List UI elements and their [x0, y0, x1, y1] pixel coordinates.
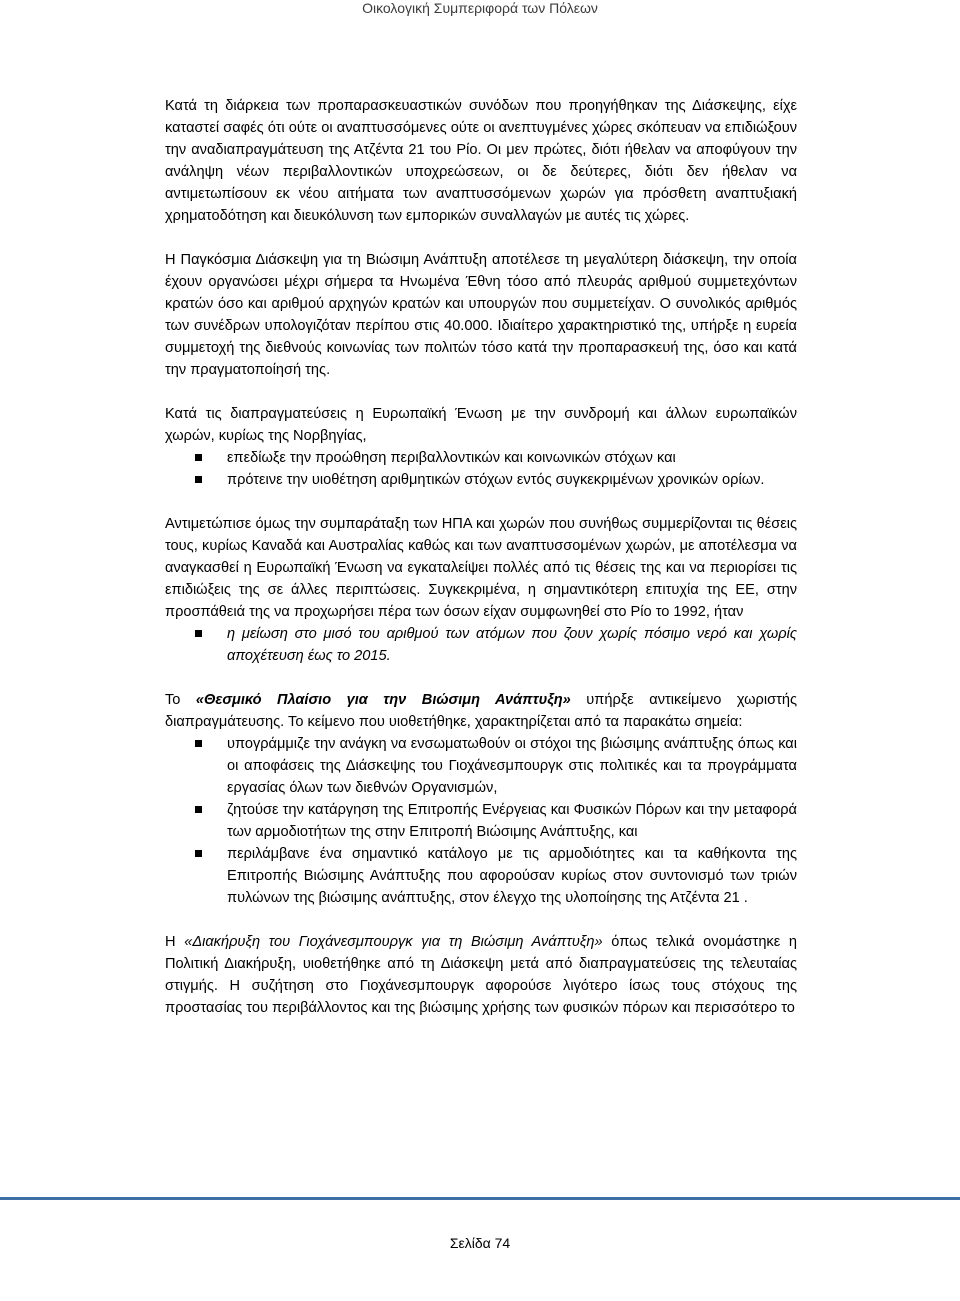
paragraph-world-summit: Η Παγκόσμια Διάσκεψη για τη Βιώσιμη Ανάπτυξη αποτέλεσε τη μεγαλύτερη διάσκεψη, την οποία έχουν οργανώσει μέχρι σήμερα τα Ηνωμένα Έθνη τόσο από πλευράς αριθμού συμμετεχόντων κρατών όσο και αριθμού αρχηγών κρατών και υπουργών που συμμετείχαν. Ο συνολικός αριθμός των συνέδρων υπολογιζόταν περίπου στις 40.000. Ιδιαίτερο χαρακτηριστικό της, υπήρξε η ευρεία συμμετοχή της διεθνούς κοινωνίας των πολιτών τόσο κατά την προπαρασκευή της, όσο και κατά την πραγματοποίησή της.: [165, 252, 797, 378]
declaration-text: όπως τελικά ονομάστηκε η Πολιτική Διακήρυξη, υιοθετήθηκε από τη Διάσκεψη μετά από διαπραγματεύσεις της τελευταίας στιγμής. Η συζήτηση στο Γιοχάνεσμπουργκ αφορούσε λιγότερο ίσως τους στόχους της προστασίας του περιβάλλοντος και της βιώσιμης χρήσης των φυσικών πόρων και περισσότερο το: [165, 934, 798, 1016]
paragraph-institutional-framework: [165, 689, 797, 733]
running-header: Οικολογική Συμπεριφορά των Πόλεων: [362, 0, 598, 16]
square-bullet-icon: [195, 476, 202, 483]
list-item-text: επεδίωξε την προώθηση περιβαλλοντικών και κοινωνικών στόχων και: [227, 450, 676, 466]
paragraph-opposition: Αντιμετώπισε όμως την συμπαράταξη των ΗΠΑ και χωρών που συνήθως συμμερίζονται τις θέσεις τους, κυρίως Καναδά και Αυστραλίας καθώς και των αναπτυσσομένων χωρών, με αποτέλεσμα να αναγκασθεί η Ευρωπαϊκή Ένωση να εγκαταλείψει πολλές από τις θέσεις της και να περιορίσει τις επιδιώξεις της σε άλλες περιπτώσεις. Συγκεκριμένα, η σημαντικότερη επιτυχία της ΕΕ, στην προσπάθειά της να προχωρήσει πέρα των όσων είχαν συμφωνηθεί στο Ρίο το 1992, ήταν: [165, 516, 797, 620]
square-bullet-icon: [195, 740, 202, 747]
footer-divider: [0, 1197, 960, 1200]
page-number: Σελίδα 74: [449, 1235, 511, 1251]
square-bullet-icon: [195, 630, 202, 637]
list-item-text: υπογράμμιζε την ανάγκη να ενσωματωθούν οι στόχοι της βιώσιμης ανάπτυξης όπως και οι αποφάσεις της Διάσκεψης του Γιοχάνεσμπουργκ στις πολιτικές και τα προγράμματα εργασίας όλων των διεθνών Οργανισμών,: [227, 736, 797, 796]
square-bullet-icon: [195, 806, 202, 813]
declaration-title: «Διακήρυξη του Γιοχάνεσμπουργκ για τη Βιώσιμη Ανάπτυξη»: [184, 934, 603, 950]
list-item: [165, 733, 797, 799]
framework-text: υπήρξε αντικείμενο χωριστής διαπραγμάτευσης. Το κείμενο που υιοθετήθηκε, χαρακτηρίζεται από τα παρακάτω σημεία:: [165, 692, 797, 730]
list-item: [165, 447, 797, 469]
square-bullet-icon: [195, 454, 202, 461]
framework-title: «Θεσμικό Πλαίσιο για την Βιώσιμη Ανάπτυξη»: [195, 692, 571, 708]
paragraph-johannesburg-declaration: [165, 931, 797, 1019]
list-item: [165, 469, 797, 491]
list-item-text: ζητούσε την κατάργηση της Επιτροπής Ενέργειας και Φυσικών Πόρων και την μεταφορά των αρμοδιοτήτων της στην Επιτροπή Βιώσιμης Ανάπτυξης, και: [227, 802, 797, 840]
square-bullet-icon: [195, 850, 202, 857]
list-item-text: η μείωση στο μισό του αριθμού των ατόμων που ζουν χωρίς πόσιμο νερό και χωρίς αποχέτευση έως το 2015.: [227, 626, 797, 664]
declaration-intro: Η: [165, 934, 185, 950]
eu-success-list: [165, 623, 797, 667]
framework-intro: Το: [165, 692, 196, 708]
list-item-text: περιλάμβανε ένα σημαντικό κατάλογο με τις αρμοδιότητες και τα καθήκοντα της Επιτροπής Βιώσιμης Ανάπτυξης που αφορούσαν κυρίως στον συντονισμό των τριών πυλώνων της βιώσιμης ανάπτυξης, στον έλεγχο της υλοποίησης της Ατζέντα 21 .: [227, 846, 797, 906]
framework-points-list: [165, 733, 797, 909]
list-item: [165, 623, 797, 667]
list-item-text: πρότεινε την υιοθέτηση αριθμητικών στόχων εντός συγκεκριμένων χρονικών ορίων.: [227, 472, 765, 488]
list-item: [165, 843, 797, 909]
paragraph-eu-negotiations: Κατά τις διαπραγματεύσεις η Ευρωπαϊκή Ένωση με την συνδρομή και άλλων ευρωπαϊκών χωρών, κυρίως της Νορβηγίας,: [165, 406, 797, 444]
page-body: [165, 95, 797, 1041]
list-item: [165, 799, 797, 843]
eu-goals-list: [165, 447, 797, 491]
paragraph-preparatory-sessions: Κατά τη διάρκεια των προπαρασκευαστικών συνόδων που προηγήθηκαν της Διάσκεψης, είχε καταστεί σαφές ότι ούτε οι αναπτυσσόμενες ούτε οι ανεπτυγμένες χώρες σκόπευαν να επιδιώξουν την αναδιαπραγμάτευση της Ατζέντα 21 του Ρίο. Οι μεν πρώτες, διότι ήθελαν να αποφύγουν την ανάληψη νέων περιβαλλοντικών υποχρεώσεων, οι δε δεύτερες, διότι δεν ήθελαν να αντιμετωπίσουν εκ νέου αιτήματα των αναπτυσσόμενων χωρών για πρόσθετη αναπτυξιακή χρηματοδότηση και διευκόλυνση των εμπορικών συναλλαγών με αυτές τις χώρες.: [165, 98, 797, 224]
